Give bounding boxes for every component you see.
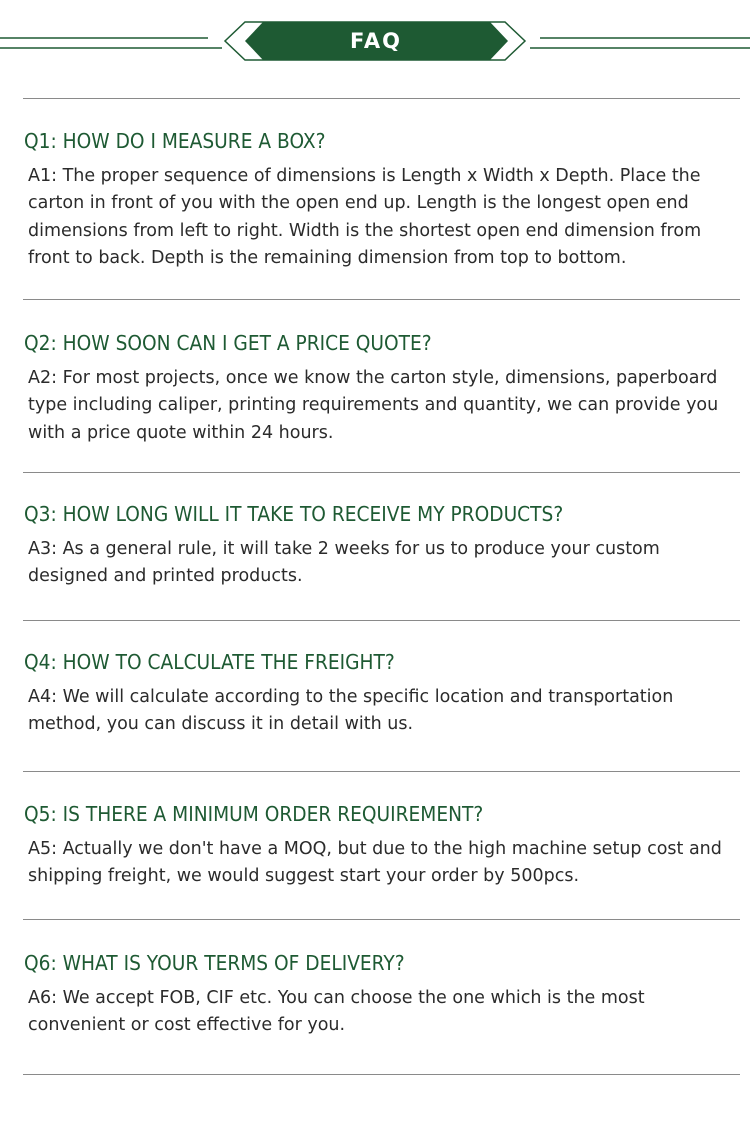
faq-question: Q5: IS THERE A MINIMUM ORDER REQUIREMENT? bbox=[24, 802, 484, 826]
faq-question: Q2: HOW SOON CAN I GET A PRICE QUOTE? bbox=[24, 331, 432, 355]
divider bbox=[23, 620, 740, 621]
faq-question: Q6: WHAT IS YOUR TERMS OF DELIVERY? bbox=[24, 951, 405, 975]
divider bbox=[23, 1074, 740, 1075]
divider bbox=[23, 919, 740, 920]
faq-question: Q4: HOW TO CALCULATE THE FREIGHT? bbox=[24, 650, 395, 674]
faq-question: Q1: HOW DO I MEASURE A BOX? bbox=[24, 129, 326, 153]
divider bbox=[23, 299, 740, 300]
divider bbox=[23, 771, 740, 772]
faq-answer: A3: As a general rule, it will take 2 weeks for us to produce your custom designed and printed products. bbox=[28, 539, 660, 587]
faq-question: Q3: HOW LONG WILL IT TAKE TO RECEIVE MY PRODUCTS? bbox=[24, 502, 564, 526]
divider bbox=[23, 98, 740, 99]
divider bbox=[23, 472, 740, 473]
faq-answer: A2: For most projects, once we know the carton style, dimensions, paperboard type including caliper, printing requirements and quantity, we can provide you with a price quote within 24 hours. bbox=[28, 368, 719, 443]
faq-answer: A5: Actually we don't have a MOQ, but due to the high machine setup cost and shipping freight, we would suggest start your order by 500pcs. bbox=[28, 839, 722, 887]
page-title: FAQ bbox=[349, 29, 403, 53]
faq-answer: A1: The proper sequence of dimensions is Length x Width x Depth. Place the carton in front of you with the open end up. Length is the longest open end dimensions from left to right. Width is the shortest open end dimension from front to back. Depth is the remaining dimension from top to bottom. bbox=[28, 166, 702, 268]
faq-header bbox=[0, 0, 750, 80]
faq-answer: A4: We will calculate according to the specific location and transportation method, you can discuss it in detail with us. bbox=[28, 687, 674, 735]
faq-answer: A6: We accept FOB, CIF etc. You can choose the one which is the most convenient or cost effective for you. bbox=[28, 988, 645, 1036]
